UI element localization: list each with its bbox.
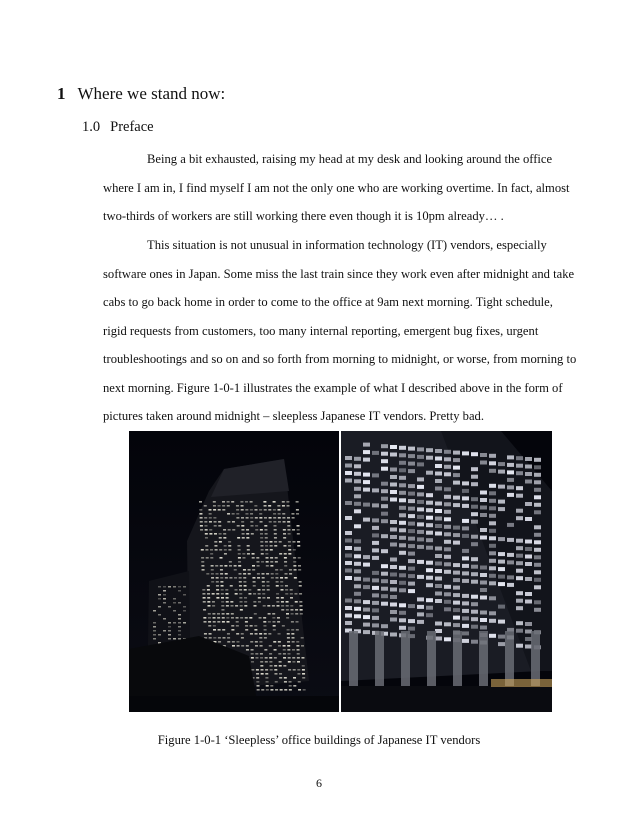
office-block-night-photo bbox=[341, 431, 552, 712]
text-line: This situation is not unusual in information technology (IT) vendors, especially bbox=[147, 238, 547, 252]
text-line: Being a bit exhausted, raising my head at my desk and looking around the office bbox=[147, 152, 553, 166]
tower-building-night-photo bbox=[129, 431, 339, 712]
subsection-title: Preface bbox=[110, 119, 154, 135]
subsection-heading bbox=[82, 119, 154, 136]
text-line: next morning. Figure 1-0-1 illustrates the example of what I described above in the form of bbox=[103, 380, 563, 395]
section-title: Where we stand now: bbox=[77, 84, 226, 103]
figure-photos bbox=[129, 431, 552, 712]
text-line: two-thirds of workers are still working there even though it is 10pm already… . bbox=[103, 209, 504, 223]
paragraph-1 bbox=[103, 145, 573, 231]
text-line: cabs to go back home in order to come to the office at 9am next morning. Tight schedule, bbox=[103, 295, 553, 309]
section-heading bbox=[57, 84, 225, 104]
text-line: troubleshootings and so on and so forth from morning to midnight, or worse, from morning to bbox=[103, 352, 577, 366]
text-line: pictures taken around midnight – sleepless Japanese IT vendors. Pretty bad. bbox=[103, 409, 484, 423]
subsection-number: 1.0 bbox=[82, 119, 101, 135]
text-line: software ones in Japan. Some miss the last train since they work even after midnight and take bbox=[103, 266, 575, 281]
page-number: 6 bbox=[316, 776, 322, 790]
section-number: 1 bbox=[57, 84, 66, 103]
text-line: where I am in, I find myself I am not the only one who are working overtime. In fact, almost bbox=[103, 180, 570, 195]
text-line: rigid requests from customers, too many internal reporting, emergent bug fixes, urgent bbox=[103, 323, 539, 338]
figure-caption: Figure 1-0-1 ‘Sleepless’ office buildings of Japanese IT vendors bbox=[157, 733, 481, 747]
paragraph-2 bbox=[103, 231, 577, 431]
